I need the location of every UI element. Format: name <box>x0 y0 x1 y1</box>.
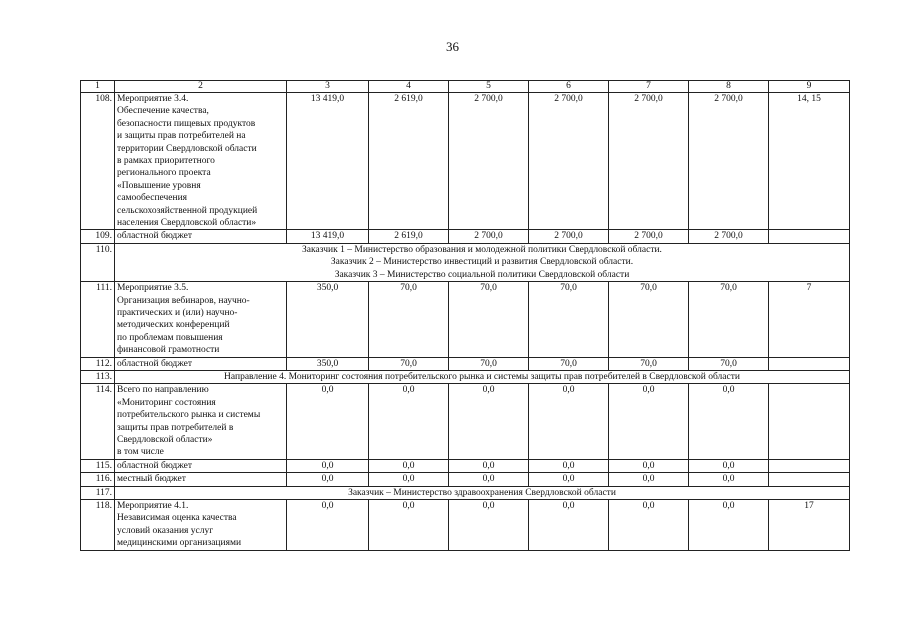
item-name: Мероприятие 4.1. Независимая оценка качества условий оказания услуг медицинскими организациями <box>115 500 287 551</box>
budget-table <box>80 80 850 551</box>
amount-cell: 0,0 <box>689 500 769 551</box>
column-header: 2 <box>115 81 287 93</box>
amount-cell: 350,0 <box>287 357 369 370</box>
amount-cell: 70,0 <box>449 357 529 370</box>
target-indicator-cell: 7 <box>769 282 850 357</box>
column-header-row <box>81 81 850 93</box>
amount-cell: 2 700,0 <box>609 230 689 243</box>
amount-cell: 0,0 <box>287 384 369 459</box>
amount-cell: 0,0 <box>529 473 609 486</box>
column-header: 5 <box>449 81 529 93</box>
amount-cell: 0,0 <box>287 459 369 472</box>
amount-cell: 0,0 <box>689 384 769 459</box>
table-row <box>81 384 850 459</box>
table-section-row <box>81 486 850 499</box>
row-number: 110. <box>81 243 115 281</box>
item-name: областной бюджет <box>115 357 287 370</box>
target-indicator-cell <box>769 473 850 486</box>
amount-cell: 0,0 <box>529 500 609 551</box>
amount-cell: 2 619,0 <box>369 93 449 230</box>
target-indicator-cell: 14, 15 <box>769 93 850 230</box>
row-number: 112. <box>81 357 115 370</box>
column-header: 9 <box>769 81 850 93</box>
amount-cell: 70,0 <box>369 282 449 357</box>
amount-cell: 0,0 <box>449 459 529 472</box>
item-name: Всего по направлению «Мониторинг состояния потребительского рынка и системы защиты прав потребителей в Свердловской области» в том числе <box>115 384 287 459</box>
amount-cell: 0,0 <box>609 473 689 486</box>
row-number: 115. <box>81 459 115 472</box>
amount-cell: 70,0 <box>689 357 769 370</box>
amount-cell: 2 700,0 <box>449 230 529 243</box>
target-indicator-cell <box>769 357 850 370</box>
row-number: 114. <box>81 384 115 459</box>
amount-cell: 2 700,0 <box>689 93 769 230</box>
amount-cell: 2 700,0 <box>529 93 609 230</box>
row-number: 113. <box>81 370 115 383</box>
amount-cell: 0,0 <box>689 473 769 486</box>
amount-cell: 0,0 <box>449 473 529 486</box>
amount-cell: 2 700,0 <box>449 93 529 230</box>
table-section-row <box>81 370 850 383</box>
amount-cell: 0,0 <box>609 459 689 472</box>
amount-cell: 350,0 <box>287 282 369 357</box>
row-number: 118. <box>81 500 115 551</box>
row-number: 117. <box>81 486 115 499</box>
amount-cell: 0,0 <box>529 459 609 472</box>
amount-cell: 0,0 <box>689 459 769 472</box>
amount-cell: 0,0 <box>369 459 449 472</box>
section-title: Направление 4. Мониторинг состояния потребительского рынка и системы защиты прав потребителей в Свердловской области <box>115 370 850 383</box>
table-row <box>81 459 850 472</box>
column-header: 3 <box>287 81 369 93</box>
amount-cell: 0,0 <box>449 500 529 551</box>
amount-cell: 70,0 <box>609 282 689 357</box>
amount-cell: 13 419,0 <box>287 230 369 243</box>
amount-cell: 2 619,0 <box>369 230 449 243</box>
amount-cell: 70,0 <box>449 282 529 357</box>
amount-cell: 0,0 <box>609 384 689 459</box>
amount-cell: 0,0 <box>369 384 449 459</box>
row-number: 108. <box>81 93 115 230</box>
amount-cell: 2 700,0 <box>689 230 769 243</box>
item-name: областной бюджет <box>115 230 287 243</box>
column-header: 6 <box>529 81 609 93</box>
item-name: местный бюджет <box>115 473 287 486</box>
amount-cell: 13 419,0 <box>287 93 369 230</box>
target-indicator-cell <box>769 384 850 459</box>
column-header: 1 <box>81 81 115 93</box>
amount-cell: 70,0 <box>609 357 689 370</box>
amount-cell: 0,0 <box>369 500 449 551</box>
table-section-row <box>81 243 850 281</box>
target-indicator-cell <box>769 230 850 243</box>
page-number: 36 <box>446 39 459 54</box>
section-title: Заказчик – Министерство здравоохранения Свердловской области <box>115 486 850 499</box>
column-header: 4 <box>369 81 449 93</box>
amount-cell: 0,0 <box>529 384 609 459</box>
column-header: 8 <box>689 81 769 93</box>
table-row <box>81 230 850 243</box>
column-header: 7 <box>609 81 689 93</box>
row-number: 116. <box>81 473 115 486</box>
amount-cell: 2 700,0 <box>609 93 689 230</box>
amount-cell: 70,0 <box>529 282 609 357</box>
table-body <box>81 93 850 551</box>
row-number: 109. <box>81 230 115 243</box>
table-row <box>81 282 850 357</box>
item-name: Мероприятие 3.5. Организация вебинаров, научно- практических и (или) научно- методических конференций по проблемам повышения финансовой грамотности <box>115 282 287 357</box>
table-row <box>81 473 850 486</box>
amount-cell: 0,0 <box>449 384 529 459</box>
amount-cell: 2 700,0 <box>529 230 609 243</box>
amount-cell: 70,0 <box>529 357 609 370</box>
section-title: Заказчик 1 – Министерство образования и молодежной политики Свердловской области. Заказчик 2 – Министерство инвестиций и развития Свердловской области. Заказчик 3 – Министерство социальной политики Свердловской области <box>115 243 850 281</box>
amount-cell: 0,0 <box>609 500 689 551</box>
row-number: 111. <box>81 282 115 357</box>
target-indicator-cell: 17 <box>769 500 850 551</box>
amount-cell: 0,0 <box>287 473 369 486</box>
amount-cell: 70,0 <box>369 357 449 370</box>
amount-cell: 70,0 <box>689 282 769 357</box>
table-row <box>81 500 850 551</box>
table-row <box>81 93 850 230</box>
amount-cell: 0,0 <box>287 500 369 551</box>
amount-cell: 0,0 <box>369 473 449 486</box>
table-row <box>81 357 850 370</box>
target-indicator-cell <box>769 459 850 472</box>
item-name: Мероприятие 3.4. Обеспечение качества, безопасности пищевых продуктов и защиты прав потребителей на территории Свердловской области в рамках приоритетного регионального проекта «Повышение уровня самообеспечения сельскохозяйственной продукцией населения Свердловской области» <box>115 93 287 230</box>
item-name: областной бюджет <box>115 459 287 472</box>
